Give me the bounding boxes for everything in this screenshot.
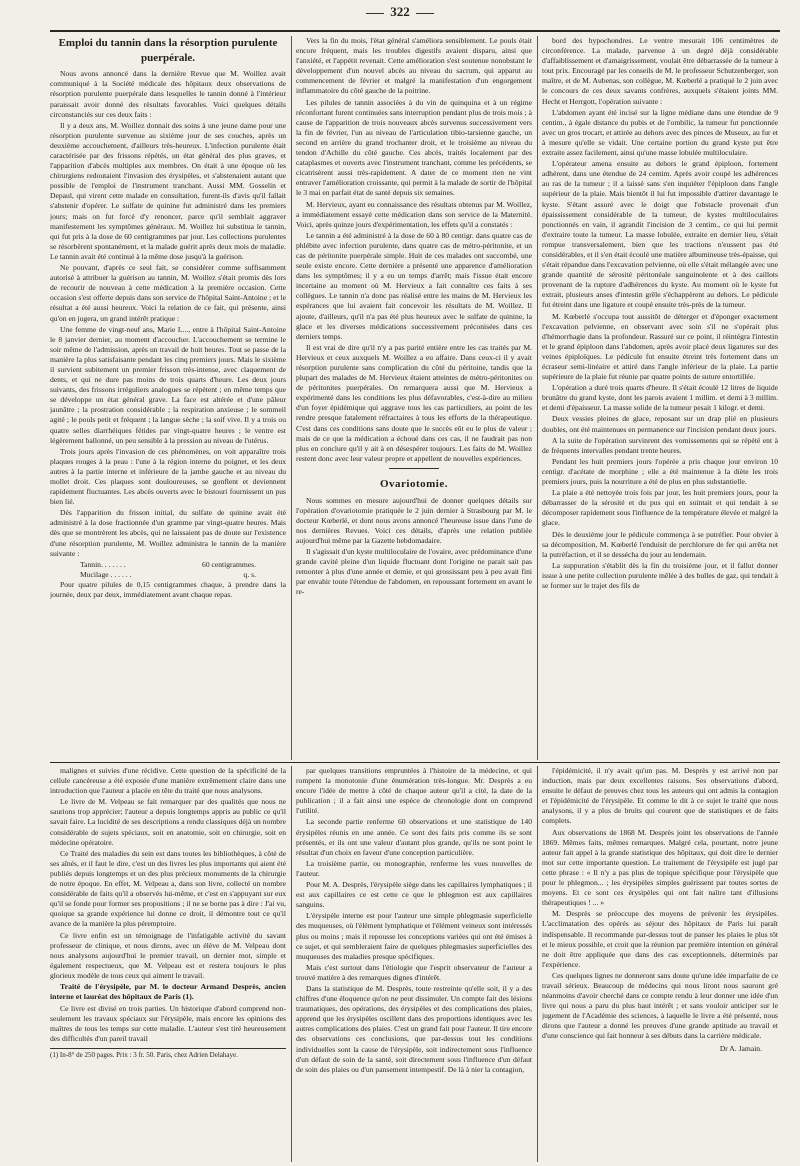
upper-column-2 — [296, 36, 532, 760]
article-title-line2: puerpérale. — [140, 51, 196, 64]
column-rule — [537, 36, 538, 760]
article-title-ovariotomie: Ovariotomie. — [379, 477, 448, 490]
paragraph: malignes et suivies d'une récidive. Cette question de la spécificité de la cellule cancéreuse a été exposée d'une manière extrêmement claire dans une introduction que l'auteur a placée en tête du traité que nous analysons. — [50, 766, 286, 796]
paragraph: La suppuration s'établit dès la fin du troisième jour, et il fallut donner issue à une petite collection purulente mêlée à des bulles de gaz, qui tendait à se former sur le trajet des fils de — [542, 560, 778, 590]
book-review-title: Traité de l'érysipèle, par M. le docteur Armand Desprès, ancien interne et lauréat des hôpitaux de Paris (1). — [50, 981, 286, 1002]
paragraph: bord des hypochondres. Le ventre mesurait 106 centimètres de circonférence. La malade, parvenue à un degré déjà considérable d'affaiblissement et d'amaigrissement, voulait être débarrassée de la tumeur à tout prix. Encouragé par les conseils de M. le professeur Schutzenberger, son maître, et de M. Aubenas, son collègue, M. Kœberlé a pratiqué le 2 juin avec le concours de ces deux savants confrères, auxquels s'étaient joints MM. Hecht et Herrgott, l'opération suivante : — [542, 36, 778, 106]
header-rule-left — [366, 13, 384, 14]
paragraph: Dès l'apparition du frisson initial, du sulfate de quinine avait été administré à la dose fractionnée d'un gramme par vingt-quatre heures. Mais dès que se montrèrent les abcès, qui ne laissaient pas de doute sur l'existence d'une résorption purulente, M. Woillez administra le tannin de la manière suivante : — [50, 508, 286, 558]
paragraph: Dans la statistique de M. Desprès, toute restreinte qu'elle soit, il y a des chiffres d'une éloquence qu'on ne peut dissimuler. Un compte fait des lésions traumatiques, des opérations, des érysipèles et des complications des plaies, apprend que les érysipèles oscillent dans des proportions identiques avec les autres complications des plaies. C'est un grand fait pour l'auteur. Il tire encore des observations ces conclusions, que par-dessus tout les conditions individuelles sont la cause de l'érysipèle, soit indirectement sous l'influence d'un défaut de soin de la santé, soit directement sous l'influence d'un défaut de soin des plaies ou d'un pansement intempestif. De là à nier la contagion, — [296, 983, 532, 1074]
paragraph: M. Desprès se préoccupe des moyens de prévenir les érysipèles. L'acclimatation des opérés au séjour des hôpitaux de Paris lui paraît indispensable. Il recommande par-dessus tout de panser les plaies le plus tôt et le mieux possible, et croit que la réunion par première intention en général ne doit être appliquée que dans des cas exceptionnels, déterminés par l'expérience. — [542, 909, 778, 969]
column-rule — [291, 36, 292, 760]
upper-columns — [50, 36, 780, 760]
paragraph: Pendant les huit premiers jours l'opérée a pris chaque jour environ 10 centigr. d'acétate de morphine ; elle a été maintenue à la diète les trois premiers jours, puis la nourriture a été de plus en plus substantielle. — [542, 456, 778, 487]
paragraph: Aux observations de 1868 M. Desprès joint les observations de l'année 1869. Mêmes faits, mêmes remarques. Malgré cela, pourtant, notre jeune auteur fait appel à la grande statistique des hôpitaux, qui doit dire le dernier mot sur cette importante question. Le traitement de l'érysipèle est jugé par cette phrase : « Il n'y a pas plus de topique spécifique pour l'érysipèle que pour le phlegmon... ; les érysipèles simples guérissent par toutes sortes de moyens. Et ce sont ces érysipèles qui ont fait naître tant d'illusions thérapeutiques ! ... » — [542, 827, 778, 908]
lower-column-2 — [296, 766, 532, 1162]
paragraph: Les pilules de tannin associées à du vin de quinquina et à un régime réconfortant furent continuées sans interruption pendant plus de trois mois ; à cause de l'apparition de trois nouveaux abcès survenus successivement vers la fin de février, l'un au niveau de l'articulation tibio-tarsienne gauche, un second en arrière du grand trochanter droit, et le troisième au niveau du tendon d'Achille du côté gauche. Ces abcès, traités localement par des cataplasmes et ouverts avec l'instrument tranchant, comme les précédents, se cicatrisèrent aussi très-rapidement. A dater de ce moment rien ne vint entraver l'amélioration croissante, qui permit à la malade de sortir de l'hôpital le 3 mai en parfait état de santé depuis six semaines. — [296, 97, 532, 198]
paragraph: Nous sommes en mesure aujourd'hui de donner quelques détails sur l'opération d'ovariotomie pratiquée le 2 juin dernier à Strasbourg par M. le docteur Kœberlé, et dont nous avons annoncé l'heureuse issue dans l'une de nos dernières Revues. Voici ces détails, d'après une relation publiée aujourd'hui même par la Gazette hebdomadaire. — [296, 495, 532, 545]
paragraph: Deux vessies pleines de glace, reposant sur un drap plié en plusieurs doubles, ont été maintenues en permanence sur l'incision pendant deux jours. — [542, 414, 778, 434]
paragraph: M. Hervieux, ayant eu connaissance des résultats obtenus par M. Woillez, a immédiatement essayé cette médication dans son service de la Maternité. Voici, après quinze jours d'expérimentation, les effets qu'il a constatés : — [296, 199, 532, 229]
paragraph: L'érysipèle interne est pour l'auteur une simple phlegmasie superficielle des muqueuses, où l'élément lymphatique et l'élément veineux sont intéressés plus ou moins ; mais il repousse les conceptions variées qui ont été émises à ce sujet, et qui sembleraient faire de quelques phlegmasies superficielles des muqueuses des maladies presque spécifiques. — [296, 911, 532, 961]
paragraph: par quelques transitions empruntées à l'histoire de la médecine, et qui rompent la monotonie d'une énumération très-longue. Mr. Desprès a eu encore l'idée de mettre à côté de chaque auteur qu'il a cité, la date de la publication ; il a fait ainsi une espèce de chronologie dont on comprend l'utilité. — [296, 766, 532, 816]
section-separator — [50, 762, 780, 763]
paragraph: Pour quatre pilules de 0,15 centigrammes chaque, à prendre dans la journée, deux par deux, immédiatement avant chaque repas. — [50, 579, 286, 600]
paragraph: l'épidémicité, il n'y avait qu'un pas. M. Desprès y est arrivé non par induction, mais par deux excellentes raisons. Ses observations d'abord, ensuite le défaut de preuves chez tous les auteurs qui ont admis la contagion et l'épidémicité de l'érysipèle. Et comme le dit à ce sujet le traité que nous analysons, il y a plus de bruits qui courent que de statistiques et de faits complets. — [542, 766, 778, 826]
paragraph: Vers la fin du mois, l'état général s'améliora sensiblement. Le pouls était encore fréquent, mais les troubles digestifs avaient disparu, ainsi que l'anxiété, et l'appétit revenait. Cette amélioration s'est soutenue nonobstant le développement d'un nouvel abcès au niveau du sacrum, qui apparut au commencement de février et malgré la manifestation d'un engorgement inflammatoire du côté gauche de la poitrine. — [296, 36, 532, 96]
prescription-ingredient: Tannin. . . . . . . — [80, 559, 126, 569]
paragraph: Ce livre enfin est un témoignage de l'infatigable activité du savant professeur de clinique, et nous dirons, avec un élève de M. Velpeau dont nous analysons aujourd'hui le premier travail, un dernier mot, simple et également respectueux, que M. Velpeau est et restera toujours le plus glorieux modèle de tous ceux qui aiment le travail. — [50, 930, 286, 980]
paragraph: M. Kœberlé s'occupa tout aussitôt de déterger et d'éponger exactement l'excavation pelvienne, en observant avec soin s'il ne s'opérait plus d'hémorrhagie dans la profondeur. Rassuré sur ce point, il réintégra l'intestin et le grand épiploon dans l'abdomen, après avoir placé deux ligatures sur des veines épiploïques. Le pédicule fut ensuite étreint très fortement dans un écraseur semi-linéaire et attiré dans l'angle inférieur de la plaie. La partie supérieure de la plaie fut réunie par quatre points de suture entortillée. — [542, 311, 778, 382]
paragraph: Ce Traité des maladies du sein est dans toutes les bibliothèques, à côté de ses aînés, et il faut le dire, c'est un des livres les plus importants qui aient été publiés depuis longtemps et un des plus précieux monuments de la chirurgie de notre époque. En effet, M. Velpeau a, dans son livre, collecté un nombre considérable de faits qu'il a observés lui-même, et c'est en s'appuyant sur eux qu'il se fonde pour former ses propositions ; il ne se borne pas à dire : J'ai vu, quoique sa grande expérience lui donne ce droit, il démontre tout ce qu'il avance de la manière la plus péremptoire. — [50, 848, 286, 929]
paragraph: Trois jours après l'invasion de ces phénomènes, on voit apparaître trois plaques rouges à la peau : l'une à la région interne du poignet, et les deux autres à la partie interne et inférieure de la jambe gauche et au niveau du mollet droit. Ces plaques sont douloureuses, se gonflent et deviennent rapidement fluctuantes. Les abcès ouverts avec le bistouri fournissent un pus bien lié. — [50, 446, 286, 507]
page-number: 322 — [390, 4, 410, 19]
paragraph: A la suite de l'opération survinrent des vomissements qui se répété ent à de fréquents intervalles pendant trente heures. — [542, 435, 778, 455]
header-rule-right — [416, 13, 434, 14]
paragraph: L'opération a duré trois quarts d'heure. Il s'était écoulé 12 litres de liquide brunâtre du grand kyste, dont les parois avaient 1 millim. et demi à 3 millim. et demi d'épaisseur. La masse solide de la tumeur pesait 1 kilogr. et demi. — [542, 383, 778, 413]
paragraph: Ne pouvant, d'après ce seul fait, se considérer comme suffisamment autorisé à attribuer la guérison au tannin, M. Woillez s'était promis dès lors de recourir de nouveau à cette médication à la première occasion. Cette occasion s'est offerte depuis dans son service de l'hôpital Saint-Antoine ; et le résultat a été aussi heureux. Voici la relation de ce fait, qui présente, ainsi qu'on en jugera, un grand intérêt pratique : — [50, 263, 286, 323]
paragraph: Le tannin a été administré à la dose de 60 à 80 centigr. dans quatre cas de phlébite avec infection purulente, dans quatre cas de métro-péritonite, et un cas de péritonite puerpérale simple. Huit de ces malades ont succombé, une seule existe encore. Cette dernière a présenté une apparence d'amélioration dans les symptômes; il y a eu un temps d'arrêt; mais l'issue était encore incertaine au moment où M. Hervieux a fait connaître ces faits à ses collègues. Le tannin n'a donc pas réalisé entre les mains de M. Hervieux les espérances que lui avaient fait concevoir les résultats de M. Woillez. Il ajoute, d'ailleurs, qu'il n'a pas été plus heureux avec le sulfate de quinine, la glace et les diverses médications successivement préconisées dans ces derniers temps. — [296, 230, 532, 341]
paragraph: La seconde partie renferme 60 observations et une statistique de 140 érysipèles réunis en une année. Ce sont des faits pris comme ils se sont présentés, et ils ont une valeur d'autant plus grande, qu'ils ne sont point le résultat d'un choix en faveur d'une conception particulière. — [296, 817, 532, 857]
prescription-ingredient: Mucilage . . . . . . — [80, 569, 132, 579]
paragraph: Ces quelques lignes ne donneront sans doute qu'une idée imparfaite de ce travail sérieux. Beaucoup de médecins qui nous liront nous sauront gré néanmoins d'avoir cherché dans ce compte rendu à leur donner une idée d'un livre qui nous a paru du plus haut intérêt ; et sans vouloir anticiper sur le jugement de l'Académie des sciences, à laquelle le livre a été présenté, nous dirons que l'auteur a donné les preuves d'une grande aptitude au travail et d'une conscience qui fait honneur à ses débuts dans la carrière médicale. — [542, 970, 778, 1041]
paragraph: Mais c'est surtout dans l'étiologie que l'esprit observateur de l'auteur a trouvé matière à des remarques dignes d'intérêt. — [296, 962, 532, 982]
upper-column-3 — [542, 36, 778, 760]
footnote: (1) In-8° de 250 pages. Prix : 3 fr. 50. Paris, chez Adrien Delahaye. — [50, 1048, 286, 1060]
page-header — [300, 4, 500, 20]
top-rule — [50, 30, 780, 32]
paragraph: Il s'agissait d'un kyste multiloculaire de l'ovaire, avec prédominance d'une grande cavité pleine d'un liquide fluctuant dont l'origine ne parait sait pas remonter à plus d'une année et demie, et qui grossissant peu à peu avait fini par envahir toute l'étendue de l'abdomen, en repoussant fortement en avant le re- — [296, 547, 532, 597]
prescription-line — [50, 570, 286, 580]
paragraph: Il y a deux ans, M. Woillez donnait des soins à une jeune dame pour une résorption purulente survenue au sixième jour de ses couches, après un deuxième accouchement, d'ailleurs très-heureux. L'infection purulente était caractérisée par des frissons répétés, un état général des plus graves, et l'apparition d'abcès multiples aux membres. On était à une époque où les chirurgiens redoutaient l'invasion des érysipèles, et s'abstenaient autant que possible de l'emploi de l'instrument tranchant. Aussi MM. Gosselin et Depaul, qui virent cette malade en consultation, furent-ils d'avis qu'il fallait s'abstenir d'opérer. Le sulfate de quinine fut administré dans les premiers jours; mais on fut forcé d'y renoncer, parce qu'il semblait aggraver manifestement les symptômes généraux. M. Woillez lui substitua le tannin, qui fut pris à la dose de 60 centigrammes par jour. Les collections purulentes se résorbèrent spontanément, et la malade guérit après deux mois de maladie. Le tannin avait été continué à la même dose jusqu'à la guérison. — [50, 120, 286, 261]
prescription-line — [50, 560, 286, 570]
paragraph: La plaie a été nettoyée trois fois par jour, les huit premiers jours, pour la débarrasser de la sérosité et du pus qui en suintait et qui tendait à se décomposer rapidement sous l'influence de la température élevée et malgré la glace. — [542, 488, 778, 528]
column-rule — [537, 766, 538, 1162]
paragraph: Le livre de M. Velpeau se fait remarquer par des qualités que nous ne saurions trop apprécier; l'auteur a depuis longtemps appris au public ce qu'il savait faire. La lucidité de ses descriptions a rendu classiques déjà un nombre considérable de sujets spéciaux, soit en anatomie, soit en chirurgie, soit en médecine opératoire. — [50, 797, 286, 847]
paragraph: La troisième partie, ou monographie, renferme les vues nouvelles de l'auteur. — [296, 858, 532, 878]
article-title-line1: Emploi du tannin dans la résorption purulente — [58, 37, 278, 49]
lower-columns — [50, 766, 780, 1162]
author-signature: Dr A. Jamain. — [719, 1043, 762, 1053]
paragraph: Il est vrai de dire qu'il n'y a pas parité entière entre les cas traités par M. Hervieux et ceux auxquels M. Woillez a eu affaire. Dans ceux-ci il y avait résorption purulente sans complication du côté du péritoine, tandis que la plupart des malades de M. Hervieux étaient atteintes de métro-péritonites ou de péritonites puerpérales. On remarquera aussi que M. Hervieux a expérimenté dans les conditions les plus défavorables, c'est-à-dire au milieu d'un foyer épidémique qui aggrave tous les cas particuliers, au point de les rendre presque fatalement réfractaires à tous les efforts de la thérapeutique. C'est dans ces conditions sans doute que le succès eût eu le plus de valeur ; mais de ce que la médication a échoué dans ces cas, il ne faudrait pas non plus en conclure qu'il y ait à en désespérer toujours. Les faits de M. Woillez restent donc avec leur valeur propre et appellent de nouvelles expériences. — [296, 342, 532, 463]
upper-column-1 — [50, 36, 286, 760]
paragraph: Une femme de vingt-neuf ans, Marie L..., entre à l'hôpital Saint-Antoine le 8 janvier dernier, au moment d'accoucher. L'accouchement se termine le soir même de l'admission, après un travail de huit heures. Tout se passe de la manière la plus satisfaisante pendant les cinq premiers jours. Mais le sixième il survient subitement un premier frisson très-intense, avec claquement de dents, et qui ne dure pas moins de trois quarts d'heure. Les deux jours suivants, des frissons irréguliers analogues se répètent ; en même temps que se développe un état général grave. La face est altérée et d'une pâleur jaunâtre ; la prostration considérable ; la respiration anxieuse ; le sommeil agité ; le pouls petit et fréquent ; la langue sèche ; la soif vive. Il y a trois ou quatre selles diarrhéiques fétides par vingt-quatre heures ; le ventre est légèrement ballonné, un peu sensible à la pression au niveau de l'utérus. — [50, 324, 286, 445]
column-rule — [291, 766, 292, 1162]
section-divider — [389, 468, 439, 469]
paragraph: L'abdomen ayant été incisé sur la ligne médiane dans une étendue de 9 centim., à égale distance du pubis et de l'ombilic, la tumeur fut ponctionnée avec un gros trocart, et attirée au dehors avec des pinces de Museux, au fur et à mesure qu'elle se vidait. Une certaine portion du grand kyste put être extraite assez facilement, ainsi qu'une masse lobulée multiloculaire. — [542, 107, 778, 158]
paragraph: Ce livre est divisé en trois parties. Un historique d'abord comprend non-seulement les travaux spéciaux sur l'érysipèle, mais encore les opinions des maîtres de tous les temps sur cette maladie. L'auteur s'est tiré heureusement des difficultés d'un pareil travail — [50, 1003, 286, 1043]
prescription-amount: 60 centigrammes. — [202, 559, 256, 569]
paragraph: Pour M. A. Desprès, l'érysipèle siège dans les capillaires lymphatiques ; il est aux capillaires ce est cette ce que le phlegmon est aux capillaires sanguins. — [296, 880, 532, 910]
prescription-amount: q. s. — [243, 569, 256, 579]
paragraph: L'opérateur amena ensuite au dehors le grand épiploon, fortement adhérent, dans une étendue de 24 centim. Après avoir coupé les adhérences au ras de la tumeur ; il a laissé sans s'en inquiéter l'épiploon dans l'angle supérieur de la plaie. Mais bientôt il lui fut impossible d'attirer davantage le kyste. S'étant assuré avec le doigt que l'obstacle provenait d'un épaississement considérable de la tumeur, de kystes multiloculaires ponctionnés en vain, il agrandit l'incision de 3 centim., ce qui lui permit d'extraire toute la tumeur. La masse lobulée, extraite en dernier lieu, s'était rompue transversalement, bien que les tractions n'eussent pas été considérables, et il s'en était écoulé une matière albumineuse très-épaisse, qui s'était répandue dans l'excavation pelvienne, où elle s'était mélangée avec une grande quantité de sérosité péritonéale sanguinolente et à des caillots provenant de la rupture d'adhérences du kyste. Au moment où le kyste fut extrait, plusieurs anses d'intestin grêle s'échappèrent au dehors. Le pédicule fut étreint dans une ligature et coupé ensuite très-près de la tumeur. — [542, 159, 778, 310]
paragraph: Nous avons annoncé dans la dernière Revue que M. Woillez avait communiqué à la Société médicale des hôpitaux deux observations de résorption purulente puerpérale dans lesquelles le tannin donné à l'intérieur paraissait avoir donné des résultats favorables. Voici quelques détails circonstanciés sur ces deux faits : — [50, 69, 286, 119]
paragraph: Dès le deuxième jour le pédicule commença à se putréfier. Pour obvier à sa décomposition, M. Kœberlé l'enduisit de perchlorure de fer qui arrêta net la putréfaction, et il se dessécha du jour au lendemain. — [542, 529, 778, 559]
article-title-tannin — [50, 36, 286, 65]
lower-column-1 — [50, 766, 286, 1162]
lower-column-3 — [542, 766, 778, 1162]
